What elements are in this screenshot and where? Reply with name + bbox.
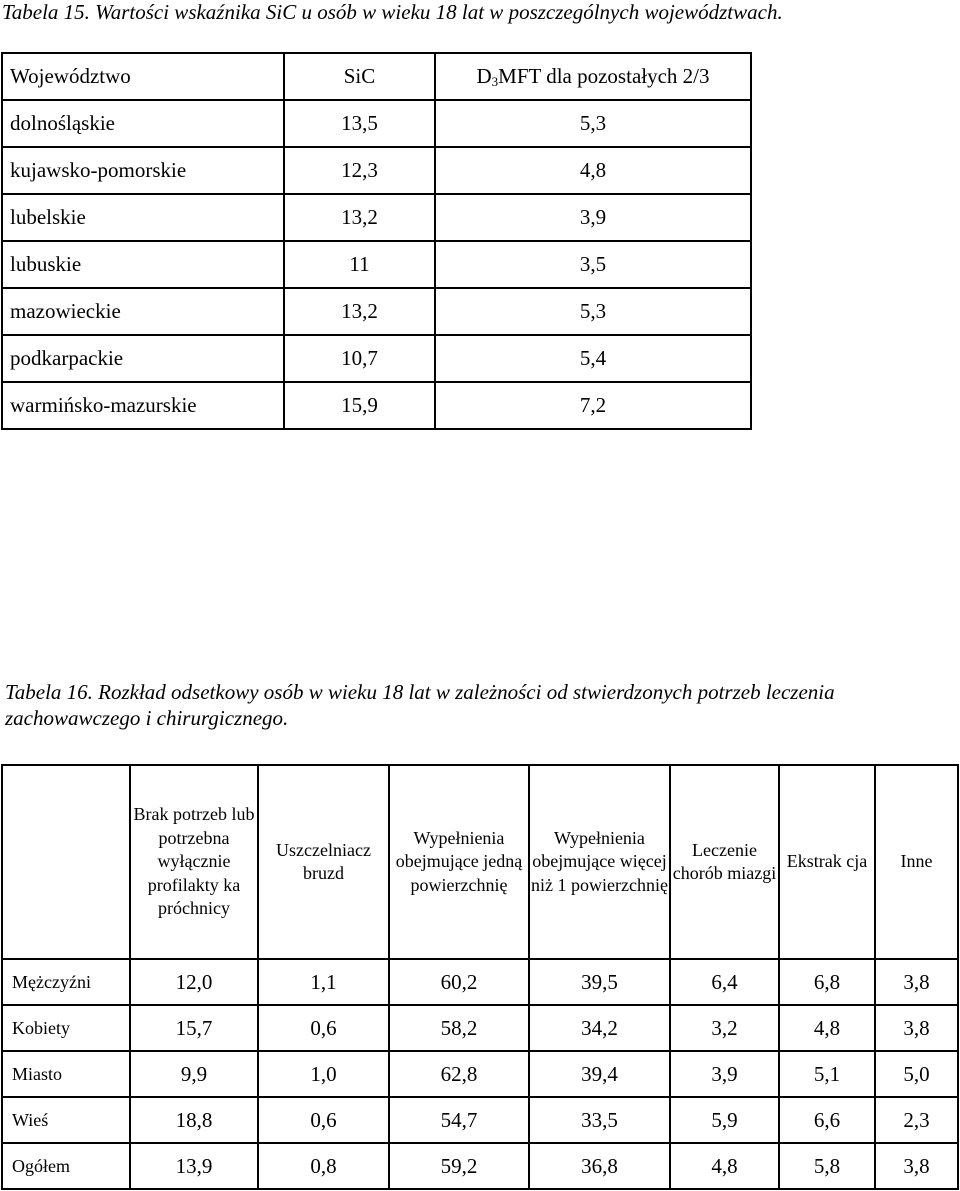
- table-row: [2, 1143, 958, 1189]
- value-cell: 5,1: [779, 1051, 875, 1097]
- value-cell: 3,9: [670, 1051, 779, 1097]
- value-cell: 0,6: [258, 1005, 389, 1051]
- table16-caption: Tabela 16. Rozkład odsetkowy osób w wieku 18 lat w zależności od stwierdzonych potrzeb leczenia zachowawczego i chirurgicznego.: [5, 680, 835, 730]
- value-cell: 39,4: [529, 1051, 670, 1097]
- d3mft-cell: 5,4: [435, 335, 751, 382]
- table15-caption: Tabela 15. Wartości wskaźnika SiC u osób w wieku 18 lat w poszczególnych województwach.: [2, 0, 783, 24]
- column-header: Inne: [875, 765, 958, 959]
- sic-cell: 12,3: [284, 147, 435, 194]
- row-label: Wieś: [2, 1097, 130, 1143]
- table-row: [2, 100, 751, 147]
- sic-cell: 11: [284, 241, 435, 288]
- header-sic: SiC: [284, 53, 435, 100]
- region-cell: lubelskie: [2, 194, 284, 241]
- table16-header-row: [2, 765, 958, 959]
- table-row: [2, 241, 751, 288]
- row-label: Miasto: [2, 1051, 130, 1097]
- column-header: Brak potrzeb lub potrzebna wyłącznie profilakty ka próchnicy: [130, 765, 258, 959]
- value-cell: 3,8: [875, 1005, 958, 1051]
- header-d3mft-rest: MFT dla pozostałych 2/3: [498, 63, 710, 88]
- table15: [1, 52, 752, 430]
- value-cell: 36,8: [529, 1143, 670, 1189]
- table-row: [2, 1097, 958, 1143]
- value-cell: 6,6: [779, 1097, 875, 1143]
- value-cell: 12,0: [130, 959, 258, 1005]
- value-cell: 3,2: [670, 1005, 779, 1051]
- column-header: Leczenie chorób miazgi: [670, 765, 779, 959]
- table-row: [2, 147, 751, 194]
- value-cell: 6,4: [670, 959, 779, 1005]
- table-row: [2, 1051, 958, 1097]
- sic-cell: 15,9: [284, 382, 435, 429]
- region-cell: dolnośląskie: [2, 100, 284, 147]
- value-cell: 3,8: [875, 1143, 958, 1189]
- value-cell: 0,8: [258, 1143, 389, 1189]
- sic-cell: 13,2: [284, 194, 435, 241]
- table-row: [2, 1005, 958, 1051]
- table-row: [2, 959, 958, 1005]
- d3mft-cell: 3,5: [435, 241, 751, 288]
- value-cell: 2,3: [875, 1097, 958, 1143]
- d3mft-cell: 7,2: [435, 382, 751, 429]
- value-cell: 15,7: [130, 1005, 258, 1051]
- value-cell: 59,2: [389, 1143, 529, 1189]
- sic-cell: 13,5: [284, 100, 435, 147]
- column-header: Uszczelniacz bruzd: [258, 765, 389, 959]
- table-row: [2, 335, 751, 382]
- region-cell: lubuskie: [2, 241, 284, 288]
- value-cell: 0,6: [258, 1097, 389, 1143]
- header-region: Województwo: [2, 53, 284, 100]
- value-cell: 3,8: [875, 959, 958, 1005]
- row-label: Ogółem: [2, 1143, 130, 1189]
- value-cell: 6,8: [779, 959, 875, 1005]
- table-row: [2, 382, 751, 429]
- region-cell: podkarpackie: [2, 335, 284, 382]
- header-corner: [2, 765, 130, 959]
- value-cell: 1,0: [258, 1051, 389, 1097]
- header-d3mft-subscript: 3: [491, 73, 499, 89]
- value-cell: 9,9: [130, 1051, 258, 1097]
- value-cell: 1,1: [258, 959, 389, 1005]
- d3mft-cell: 5,3: [435, 288, 751, 335]
- value-cell: 54,7: [389, 1097, 529, 1143]
- table16: [1, 764, 959, 1190]
- column-header: Ekstrak cja: [779, 765, 875, 959]
- region-cell: mazowieckie: [2, 288, 284, 335]
- header-d3mft: [435, 53, 751, 100]
- row-label: Kobiety: [2, 1005, 130, 1051]
- table-row: [2, 194, 751, 241]
- column-header: Wypełnienia obejmujące więcej niż 1 powierzchnię: [529, 765, 670, 959]
- d3mft-cell: 3,9: [435, 194, 751, 241]
- value-cell: 5,0: [875, 1051, 958, 1097]
- d3mft-cell: 5,3: [435, 100, 751, 147]
- value-cell: 62,8: [389, 1051, 529, 1097]
- value-cell: 4,8: [779, 1005, 875, 1051]
- value-cell: 33,5: [529, 1097, 670, 1143]
- region-cell: kujawsko-pomorskie: [2, 147, 284, 194]
- value-cell: 5,8: [779, 1143, 875, 1189]
- value-cell: 60,2: [389, 959, 529, 1005]
- value-cell: 18,8: [130, 1097, 258, 1143]
- sic-cell: 13,2: [284, 288, 435, 335]
- row-label: Mężczyźni: [2, 959, 130, 1005]
- value-cell: 13,9: [130, 1143, 258, 1189]
- sic-cell: 10,7: [284, 335, 435, 382]
- region-cell: warmińsko-mazurskie: [2, 382, 284, 429]
- value-cell: 34,2: [529, 1005, 670, 1051]
- value-cell: 4,8: [670, 1143, 779, 1189]
- value-cell: 58,2: [389, 1005, 529, 1051]
- d3mft-cell: 4,8: [435, 147, 751, 194]
- column-header: Wypełnienia obejmujące jedną powierzchnię: [389, 765, 529, 959]
- table-row: [2, 288, 751, 335]
- value-cell: 39,5: [529, 959, 670, 1005]
- value-cell: 5,9: [670, 1097, 779, 1143]
- header-d3mft-prefix: D: [476, 63, 492, 88]
- table15-header-row: [2, 53, 751, 100]
